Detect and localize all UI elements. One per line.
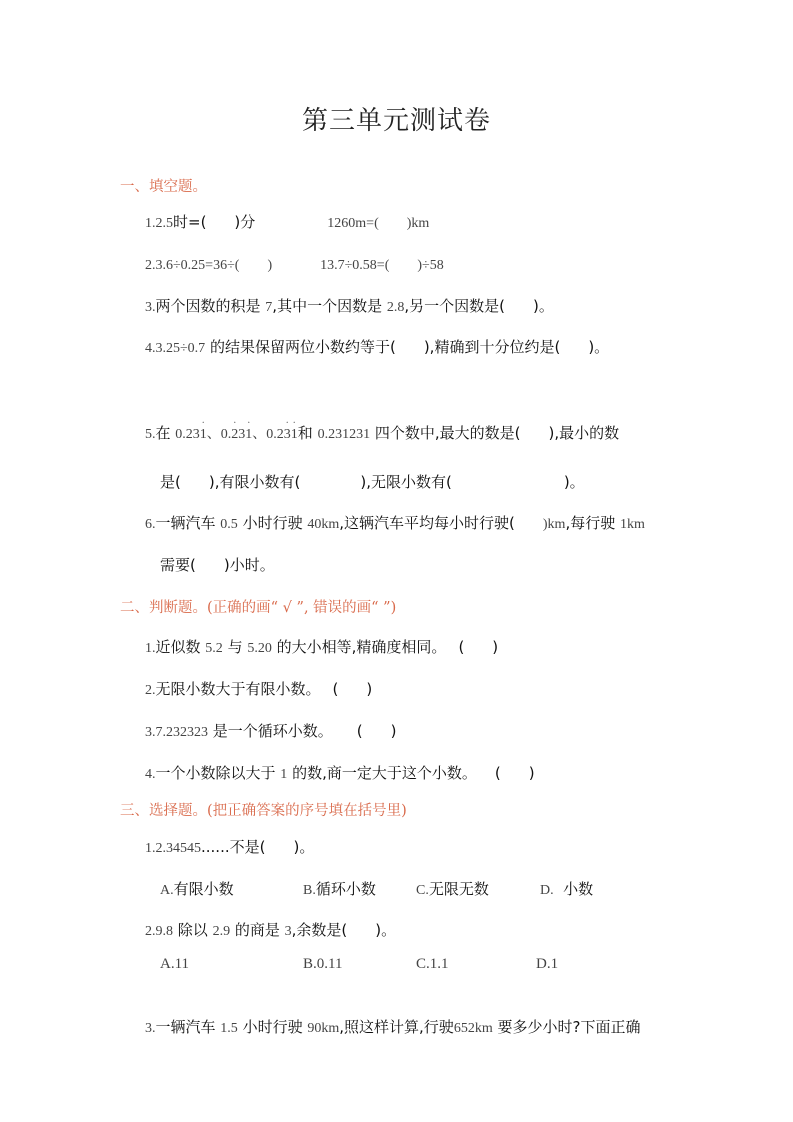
question-2-4: 4.一个小数除以大于 1 的数,商一定大于这个小数。 ( )	[145, 764, 535, 782]
question-2-2: 2.无限小数大于有限小数。 ( )	[145, 680, 373, 698]
question-3-1: 1.2.34545......不是( )。	[145, 838, 315, 856]
section-heading-fill-blank: 一、填空题。	[120, 179, 207, 195]
option-d[interactable]: D. 小数	[540, 880, 594, 898]
option-c[interactable]: C.1.1	[416, 956, 449, 972]
repeating-dot-digit: · 3	[284, 425, 291, 445]
option-a[interactable]: A.11	[160, 956, 190, 972]
repeating-dot-digit: · 1	[291, 425, 298, 445]
question-3-2: 2.9.8 除以 2.9 的商是 3,余数是( )。	[145, 921, 397, 939]
question-1-6-continued: 需要( )小时。	[160, 556, 275, 574]
question-1-4: 4.3.25÷0.7 的结果保留两位小数约等于( ),精确到十分位约是( )。	[145, 338, 610, 356]
repeating-dot-digit: · 1	[245, 425, 252, 445]
question-3-3: 3.一辆汽车 1.5 小时行驶 90km,照这样计算,行驶652km 要多少小时?下面正确	[145, 1018, 641, 1036]
question-2-1: 1.近似数 5.2 与 5.20 的大小相等,精确度相同。 ( )	[145, 638, 499, 656]
option-b[interactable]: B.0.11	[303, 956, 343, 972]
question-2-3: 3.7.232323 是一个循环小数。 ( )	[145, 722, 397, 740]
page-title: 第三单元测试卷	[301, 106, 491, 136]
question-1-5-continued: 是( ),有限小数有( ),无限小数有( )。	[160, 473, 585, 491]
section-heading-multiple-choice: 三、选择题。(把正确答案的序号填在括号里)	[120, 803, 407, 819]
repeating-dot-digit: · 1	[200, 425, 207, 445]
question-1-6: 6.一辆汽车 0.5 小时行驶 40km,这辆汽车平均每小时行驶( )km,每行驶 1km	[145, 514, 645, 532]
question-1-5: 5.在 0.23· 1、0.· 23· 1、0.2· 3· 1和 0.231231 四个数中,最大的数是( ),最小的数	[145, 423, 619, 445]
question-1-2: 2.3.6÷0.25=36÷( ) 13.7÷0.58=( )÷58	[145, 258, 444, 273]
option-d[interactable]: D.1	[536, 956, 559, 972]
option-a[interactable]: A.有限小数	[160, 880, 234, 898]
option-b[interactable]: B.循环小数	[303, 880, 376, 898]
section-heading-true-false: 二、判断题。(正确的画“ √ ”, 错误的画“ ”)	[120, 600, 397, 616]
question-1-3: 3.两个因数的积是 7,其中一个因数是 2.8,另一个因数是( )。	[145, 297, 554, 315]
question-1-1: 1.2.5时=( )分 1260m=( )km	[145, 213, 430, 231]
repeating-dot-digit: · 2	[231, 425, 238, 445]
option-c[interactable]: C.无限无数	[416, 880, 489, 898]
